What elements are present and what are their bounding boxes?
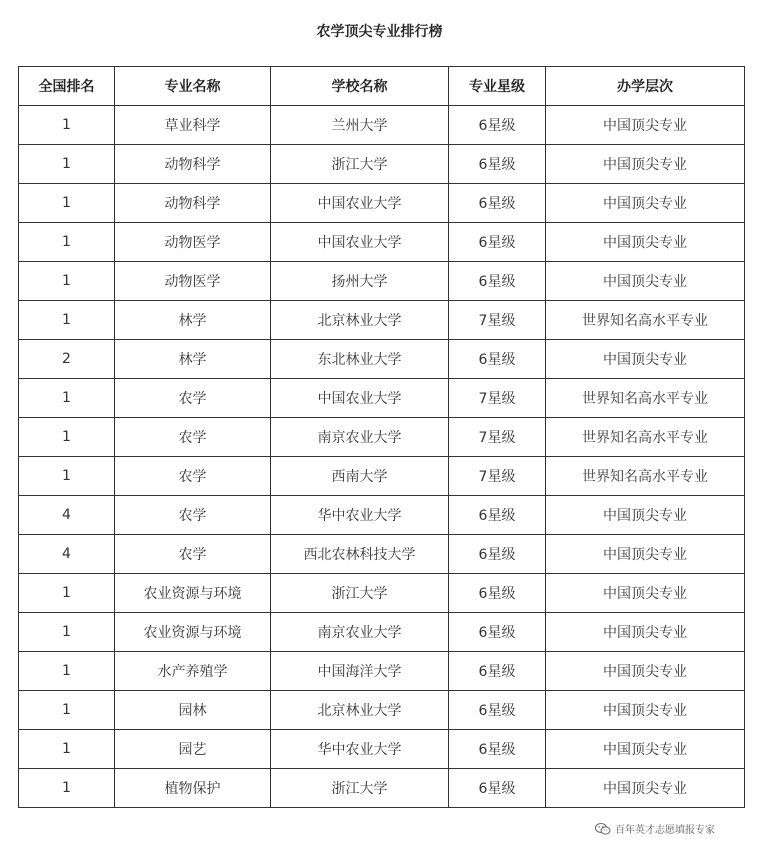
table-row [19, 769, 745, 808]
cell-major: 动物医学 [115, 223, 271, 262]
cell-rank: 1 [19, 184, 115, 223]
table-row [19, 301, 745, 340]
cell-star: 6星级 [449, 652, 546, 691]
cell-rank: 1 [19, 418, 115, 457]
table-row [19, 106, 745, 145]
header-school: 学校名称 [271, 67, 449, 106]
table-row [19, 457, 745, 496]
cell-school: 浙江大学 [271, 769, 449, 808]
cell-major: 动物科学 [115, 184, 271, 223]
table-row [19, 340, 745, 379]
table-row [19, 145, 745, 184]
cell-major: 农学 [115, 496, 271, 535]
cell-school: 中国农业大学 [271, 223, 449, 262]
cell-school: 兰州大学 [271, 106, 449, 145]
header-major: 专业名称 [115, 67, 271, 106]
cell-level: 中国顶尖专业 [546, 535, 745, 574]
cell-rank: 1 [19, 262, 115, 301]
cell-rank: 1 [19, 106, 115, 145]
table-row [19, 379, 745, 418]
cell-rank: 1 [19, 730, 115, 769]
cell-level: 中国顶尖专业 [546, 340, 745, 379]
cell-star: 6星级 [449, 106, 546, 145]
cell-rank: 4 [19, 496, 115, 535]
table-row [19, 223, 745, 262]
cell-major: 农业资源与环境 [115, 613, 271, 652]
cell-star: 6星级 [449, 613, 546, 652]
cell-star: 6星级 [449, 223, 546, 262]
cell-level: 中国顶尖专业 [546, 652, 745, 691]
cell-level: 中国顶尖专业 [546, 769, 745, 808]
cell-major: 林学 [115, 340, 271, 379]
cell-star: 6星级 [449, 496, 546, 535]
cell-major: 园林 [115, 691, 271, 730]
cell-school: 扬州大学 [271, 262, 449, 301]
cell-major: 水产养殖学 [115, 652, 271, 691]
header-rank: 全国排名 [19, 67, 115, 106]
cell-level: 中国顶尖专业 [546, 496, 745, 535]
cell-star: 6星级 [449, 730, 546, 769]
cell-major: 动物医学 [115, 262, 271, 301]
cell-level: 中国顶尖专业 [546, 691, 745, 730]
cell-school: 南京农业大学 [271, 418, 449, 457]
cell-level: 中国顶尖专业 [546, 184, 745, 223]
cell-school: 中国农业大学 [271, 184, 449, 223]
cell-star: 6星级 [449, 184, 546, 223]
cell-star: 7星级 [449, 457, 546, 496]
cell-rank: 1 [19, 379, 115, 418]
cell-star: 6星级 [449, 262, 546, 301]
table-row [19, 730, 745, 769]
cell-school: 北京林业大学 [271, 301, 449, 340]
cell-level: 中国顶尖专业 [546, 262, 745, 301]
cell-rank: 1 [19, 145, 115, 184]
cell-major: 植物保护 [115, 769, 271, 808]
cell-level: 中国顶尖专业 [546, 730, 745, 769]
cell-major: 农业资源与环境 [115, 574, 271, 613]
cell-major: 农学 [115, 535, 271, 574]
cell-level: 世界知名高水平专业 [546, 418, 745, 457]
table-header-row [19, 67, 745, 106]
table-row [19, 652, 745, 691]
header-star: 专业星级 [449, 67, 546, 106]
table-row [19, 418, 745, 457]
cell-rank: 1 [19, 574, 115, 613]
cell-school: 浙江大学 [271, 574, 449, 613]
cell-star: 6星级 [449, 691, 546, 730]
cell-rank: 1 [19, 652, 115, 691]
cell-major: 动物科学 [115, 145, 271, 184]
cell-star: 6星级 [449, 535, 546, 574]
ranking-table [18, 66, 745, 808]
table-row [19, 262, 745, 301]
cell-star: 6星级 [449, 340, 546, 379]
watermark-text: 百年英才志愿填报专家 [615, 825, 715, 836]
cell-school: 华中农业大学 [271, 730, 449, 769]
cell-level: 世界知名高水平专业 [546, 457, 745, 496]
cell-star: 6星级 [449, 574, 546, 613]
cell-rank: 1 [19, 769, 115, 808]
cell-rank: 1 [19, 301, 115, 340]
cell-level: 中国顶尖专业 [546, 145, 745, 184]
cell-rank: 2 [19, 340, 115, 379]
table-body [19, 106, 745, 808]
cell-school: 南京农业大学 [271, 613, 449, 652]
cell-school: 西北农林科技大学 [271, 535, 449, 574]
cell-major: 农学 [115, 379, 271, 418]
table-row [19, 184, 745, 223]
cell-school: 东北林业大学 [271, 340, 449, 379]
cell-rank: 1 [19, 691, 115, 730]
cell-school: 北京林业大学 [271, 691, 449, 730]
cell-rank: 1 [19, 457, 115, 496]
header-level: 办学层次 [546, 67, 745, 106]
table-row [19, 535, 745, 574]
cell-star: 7星级 [449, 301, 546, 340]
watermark [595, 821, 715, 836]
cell-level: 中国顶尖专业 [546, 223, 745, 262]
cell-level: 世界知名高水平专业 [546, 301, 745, 340]
cell-school: 浙江大学 [271, 145, 449, 184]
table-row [19, 691, 745, 730]
cell-star: 6星级 [449, 145, 546, 184]
cell-school: 中国农业大学 [271, 379, 449, 418]
cell-major: 农学 [115, 418, 271, 457]
cell-school: 中国海洋大学 [271, 652, 449, 691]
cell-major: 园艺 [115, 730, 271, 769]
cell-school: 华中农业大学 [271, 496, 449, 535]
table-row [19, 574, 745, 613]
cell-rank: 4 [19, 535, 115, 574]
cell-major: 草业科学 [115, 106, 271, 145]
cell-level: 中国顶尖专业 [546, 106, 745, 145]
cell-star: 7星级 [449, 379, 546, 418]
wechat-icon [595, 822, 611, 836]
cell-star: 7星级 [449, 418, 546, 457]
table-row [19, 496, 745, 535]
cell-star: 6星级 [449, 769, 546, 808]
cell-major: 农学 [115, 457, 271, 496]
table-row [19, 613, 745, 652]
page-title: 农学顶尖专业排行榜 [316, 24, 443, 40]
cell-school: 西南大学 [271, 457, 449, 496]
cell-level: 中国顶尖专业 [546, 574, 745, 613]
cell-level: 中国顶尖专业 [546, 613, 745, 652]
cell-rank: 1 [19, 223, 115, 262]
cell-rank: 1 [19, 613, 115, 652]
cell-level: 世界知名高水平专业 [546, 379, 745, 418]
cell-major: 林学 [115, 301, 271, 340]
